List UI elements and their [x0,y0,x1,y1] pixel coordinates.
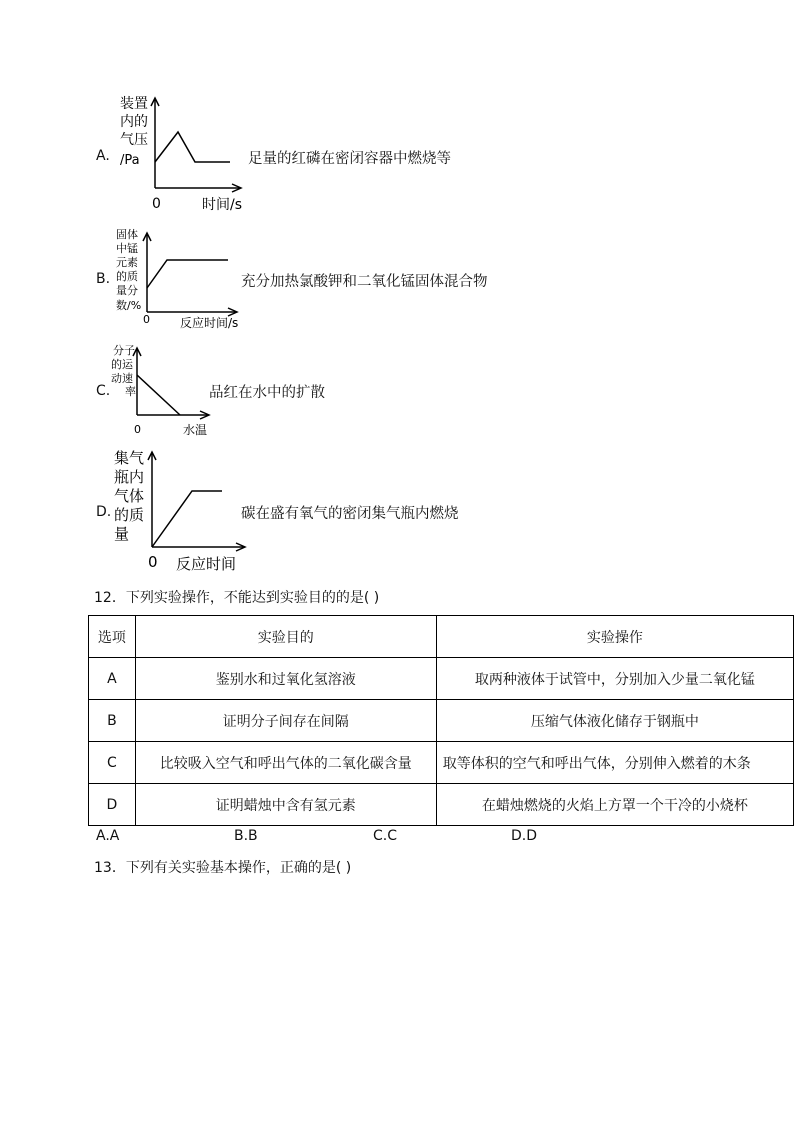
ylabel-line: 固体 [116,228,138,241]
option-a-ylabel [120,95,148,168]
origin-label: 0 [134,423,141,436]
option-d-ylabel [114,449,144,543]
option-c-ylabel [111,343,136,398]
row-option: A [89,658,136,700]
q12-stem: 12．下列实验操作，不能达到实验目的的是( ) [94,590,380,606]
ylabel-line: 元素 [116,256,138,269]
table-header-row [89,616,794,658]
row-operation: 在蜡烛燃烧的火焰上方罩一个干冷的小烧杯 [436,784,793,826]
row-option: B [89,700,136,742]
header-purpose: 实验目的 [135,616,436,658]
table-row [89,658,794,700]
x-axis-label: 水温 [183,423,208,437]
row-purpose: 鉴别水和过氧化氢溶液 [135,658,436,700]
row-option: D [89,784,136,826]
ylabel-line: 量 [114,525,130,543]
choice-d[interactable]: D.D [511,828,538,844]
origin-label: 0 [148,553,158,571]
ylabel-line: 的质 [116,270,138,283]
table-row [89,700,794,742]
ylabel-line: 内的 [120,114,148,130]
ylabel-line: 分子 [113,344,135,357]
option-b-letter: B. [96,271,111,287]
option-c-graph [110,343,220,438]
row-option: C [89,742,136,784]
table-row [89,742,794,784]
ylabel-line: 气体 [114,487,145,505]
table-row [89,784,794,826]
x-axis-label: 反应时间 [176,555,237,573]
origin-label: 0 [143,313,150,326]
row-operation: 压缩气体液化储存于钢瓶中 [436,700,793,742]
ylabel-line: 的质 [114,506,145,524]
ylabel-line: 动速 [111,372,133,385]
choice-b[interactable]: B.B [234,828,258,844]
option-d-graph [110,445,250,575]
row-operation: 取两种液体于试管中，分别加入少量二氧化锰 [436,658,793,700]
row-purpose: 比较吸入空气和呼出气体的二氧化碳含量 [135,742,436,784]
ylabel-line: 量分 [116,284,138,297]
ylabel-line: 瓶内 [114,468,145,486]
row-operation: 取等体积的空气和呼出气体，分别伸入燃着的木条 [436,742,793,784]
ylabel-line: 率 [125,385,136,398]
choice-a[interactable]: A.A [96,828,120,844]
option-d-description: 碳在盛有氧气的密闭集气瓶内燃烧 [241,506,459,522]
option-a-graph [110,92,260,217]
ylabel-line: 数/% [116,299,142,312]
q13-stem: 13．下列有关实验基本操作，正确的是( ) [94,860,352,876]
option-a-letter: A. [96,148,110,164]
ylabel-line: 气压 [120,132,148,148]
x-axis-label: 反应时间/s [180,316,239,330]
option-b-graph [110,226,260,336]
option-d-curve [152,491,222,547]
option-c-letter: C. [96,383,111,399]
origin-label: 0 [152,196,161,212]
option-c-curve [137,375,180,415]
option-b-curve [147,260,228,288]
header-option: 选项 [89,616,136,658]
ylabel-line: 集气 [114,449,145,467]
ylabel-line: 装置 [120,96,148,112]
option-c-description: 品红在水中的扩散 [209,385,325,401]
option-b-ylabel [116,227,141,312]
row-purpose: 证明分子间存在间隔 [135,700,436,742]
x-axis-label: 时间/s [202,197,243,213]
q12-table [88,615,794,826]
choice-c[interactable]: C.C [373,828,398,844]
row-purpose: 证明蜡烛中含有氢元素 [135,784,436,826]
ylabel-line: 的运 [111,358,133,371]
header-operation: 实验操作 [436,616,793,658]
ylabel-line: 中锰 [116,242,138,255]
option-d-letter: D. [96,504,112,520]
option-b-description: 充分加热氯酸钾和二氧化锰固体混合物 [241,274,488,290]
option-a-description: 足量的红磷在密闭容器中燃烧等 [248,151,451,167]
option-a-curve [155,132,230,162]
ylabel-line: /Pa [120,153,140,168]
